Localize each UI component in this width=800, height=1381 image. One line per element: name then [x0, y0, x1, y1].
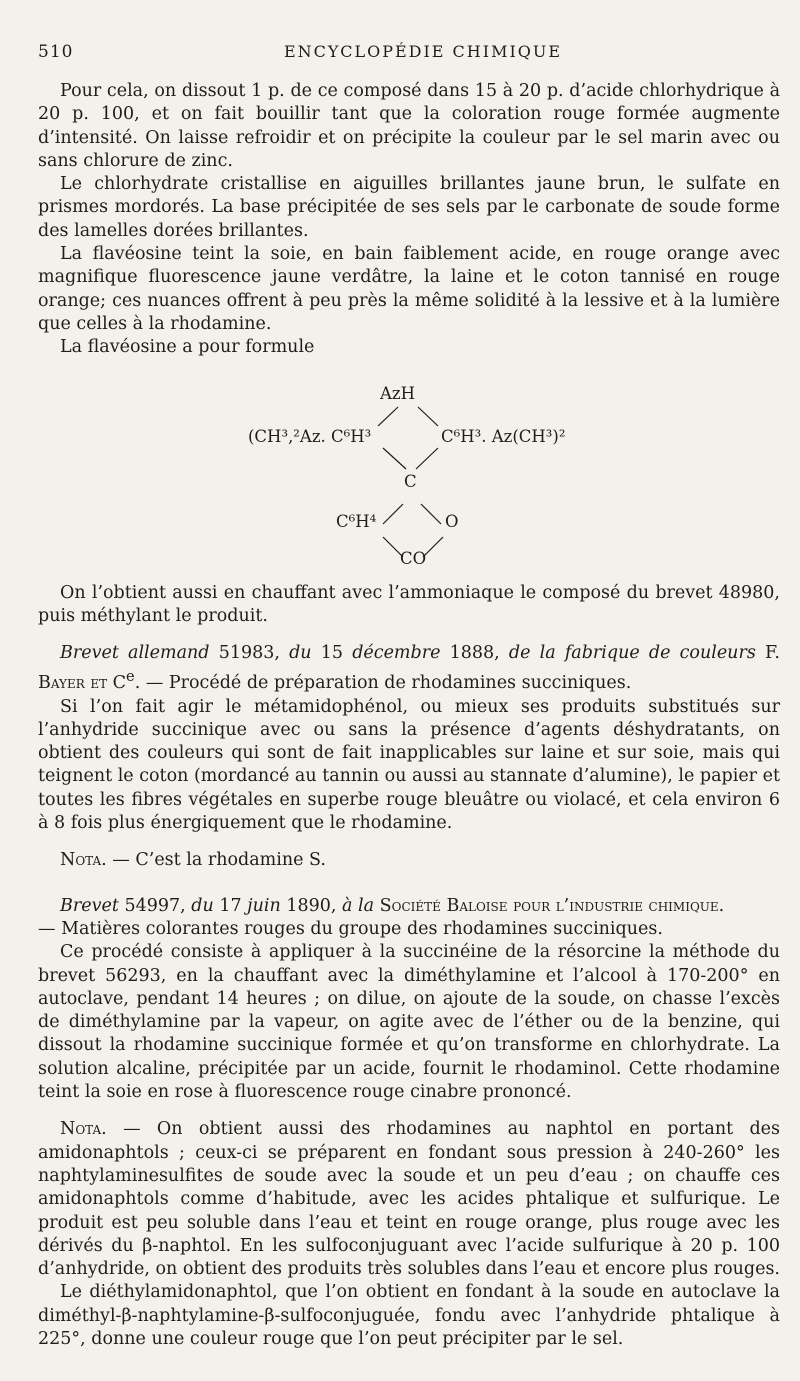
- company-initial: F.: [764, 643, 780, 664]
- patent-label: Brevet allemand: [60, 643, 210, 664]
- patent-title: — Matières colorantes rouges du groupe des rhodamines succiniques.: [38, 918, 663, 939]
- patent-day: 15: [320, 643, 344, 664]
- nota-rhodamine-s: [38, 849, 780, 872]
- company-suffix: e: [126, 668, 135, 686]
- nota-text: — C’est la rhodamine S.: [106, 850, 326, 871]
- patent-year: 1890,: [286, 895, 337, 916]
- nota-naphtol-rhodamines: [38, 1118, 780, 1281]
- page-number: 510: [38, 42, 74, 62]
- patent-du: du: [289, 643, 312, 664]
- bond-line: [418, 407, 438, 426]
- patent-year: 1888,: [449, 643, 500, 664]
- formula-center-atom: C: [404, 471, 417, 491]
- patent-month: juin: [247, 895, 281, 916]
- paragraph-ammonia: On l’obtient aussi en chauffant avec l’ammoniaque le composé du brevet 48980, puis méthylant le produit.: [38, 582, 780, 626]
- paragraph-metamidophenol: Si l’on fait agir le métamidophénol, ou mieux ses produits substitués sur l’anhydride succinique avec ou sans la présence d’agents déshydratants, on obtient des couleurs qui sont de fait inapplicables sur laine et sur soie, mais qui teignent le coton (mordancé au tannin ou aussi au stannate d’alumine), le papier et toutes les fibres végétales en superbe rouge bleuâtre ou violacé, et cela environ 6 à 8 fois plus énergiquement que le rhodamine.: [38, 696, 780, 834]
- patent-month: décembre: [352, 643, 441, 664]
- paragraph-diethylamidonaphtol: Le diéthylamidonaphtol, que l’on obtient en fondant à la soude en autoclave la diméthyl-β-naphtylamine-β-sulfoconjuguée, fondu avec l’anhydride phtalique à 225°, donne une couleur rouge que l’on peut précipiter par le sel.: [38, 1282, 780, 1349]
- nota-label: Nota.: [60, 850, 107, 871]
- bond-line: [383, 504, 403, 524]
- patent-heading-54997: [38, 895, 780, 918]
- formula-right-group: C⁶H³. Az(CH³)²: [441, 426, 566, 446]
- bond-line: [383, 448, 406, 469]
- bond-line: [378, 407, 398, 426]
- paragraph-dissolution: Pour cela, on dissout 1 p. de ce composé dans 15 à 20 p. d’acide chlorhydrique à 20 p. 100, et on fait bouillir tant que la coloration rouge formée augmente d’intensité. On laisse refroidir et on précipite la couleur par le sel marin avec ou sans chlorure de zinc.: [38, 81, 780, 171]
- bond-line: [416, 448, 438, 469]
- paragraph-chlorhydrate: Le chlorhydrate cristallise en aiguilles brillantes jaune brun, le sulfate en prismes mordorés. La base précipitée de ses sels par le carbonate de soude forme des lamelles dorées brillantes.: [38, 174, 780, 241]
- patent-heading-51983: [38, 642, 780, 695]
- page-body: [38, 80, 780, 1351]
- formula-left-group: (CH³,²Az. C⁶H³: [248, 426, 372, 446]
- nota-text: — On obtient aussi des rhodamines au naphtol en portant des amidonaphtols ; ceux-ci se préparent en fondant sous pression à 240-260° les naphtylaminesulfites de soude avec la soude et un peu d’eau ; on chauffe ces amidonaphtols comme d’habitude, avec les acides phtalique et sulfurique. Le produit est peu soluble dans l’eau et teint en rouge orange, plus rouge avec les dérivés du β-naphtol. En les sulfoconjuguant avec l’acide sulfurique à 20 p. 100 d’anhydride, on obtient des produits très solubles dans l’eau et encore plus rouges.: [38, 1119, 780, 1280]
- bond-line: [421, 504, 441, 524]
- patent-day: 17: [219, 895, 242, 916]
- paragraph-succineine-method: Ce procédé consiste à appliquer à la succinéine de la résorcine la méthode du brevet 56293, en la chauffant avec la diméthylamine et l’alcool à 170-200° en autoclave, pendant 14 heures ; on dilue, on ajoute de la soude, on chasse l’excès de diméthylamine par la vapeur, on agite avec de l’éther ou de la benzine, qui dissout la rhodamine succinique formée et qu’on transforme en chlorhydrate. La solution alcaline, précipitée par un acide, fournit le rhodaminol. Cette rhodamine teint la soie en rose à fluorescence rouge cinabre prononcé.: [38, 942, 780, 1103]
- paragraph-formula-intro: La flavéosine a pour formule: [60, 337, 315, 358]
- patent-maker-prefix: à la: [342, 895, 375, 916]
- running-title: ENCYCLOPÉDIE CHIMIQUE: [284, 42, 563, 61]
- patent-number: 51983,: [218, 643, 280, 664]
- formula-top-group: AzH: [380, 383, 415, 403]
- company-name: Bayer et C: [38, 673, 127, 694]
- page-header: [38, 42, 780, 66]
- structural-formula: [38, 364, 780, 574]
- patent-title: . — Procédé de préparation de rhodamines succiniques.: [134, 673, 632, 694]
- formula-bottom-group: CO: [400, 548, 427, 568]
- paragraph-dyeing: La flavéosine teint la soie, en bain faiblement acide, en rouge orange avec magnifique fluorescence jaune verdâtre, la laine et le coton tannisé en rouge orange; ces nuances offrent à peu près la même solidité à la lessive et à la lumière que celles à la rhodamine.: [38, 244, 780, 334]
- patent-number: 54997,: [124, 895, 186, 916]
- company-name: Société Baloise pour l’industrie chimique.: [379, 895, 725, 916]
- formula-lower-left-group: C⁶H⁴: [336, 511, 377, 531]
- patent-du: du: [191, 895, 214, 916]
- patent-maker-prefix: de la fabrique de couleurs: [508, 643, 756, 664]
- nota-label: Nota.: [60, 1119, 107, 1140]
- patent-label: Brevet: [60, 895, 119, 916]
- formula-lower-right-atom: O: [445, 511, 459, 531]
